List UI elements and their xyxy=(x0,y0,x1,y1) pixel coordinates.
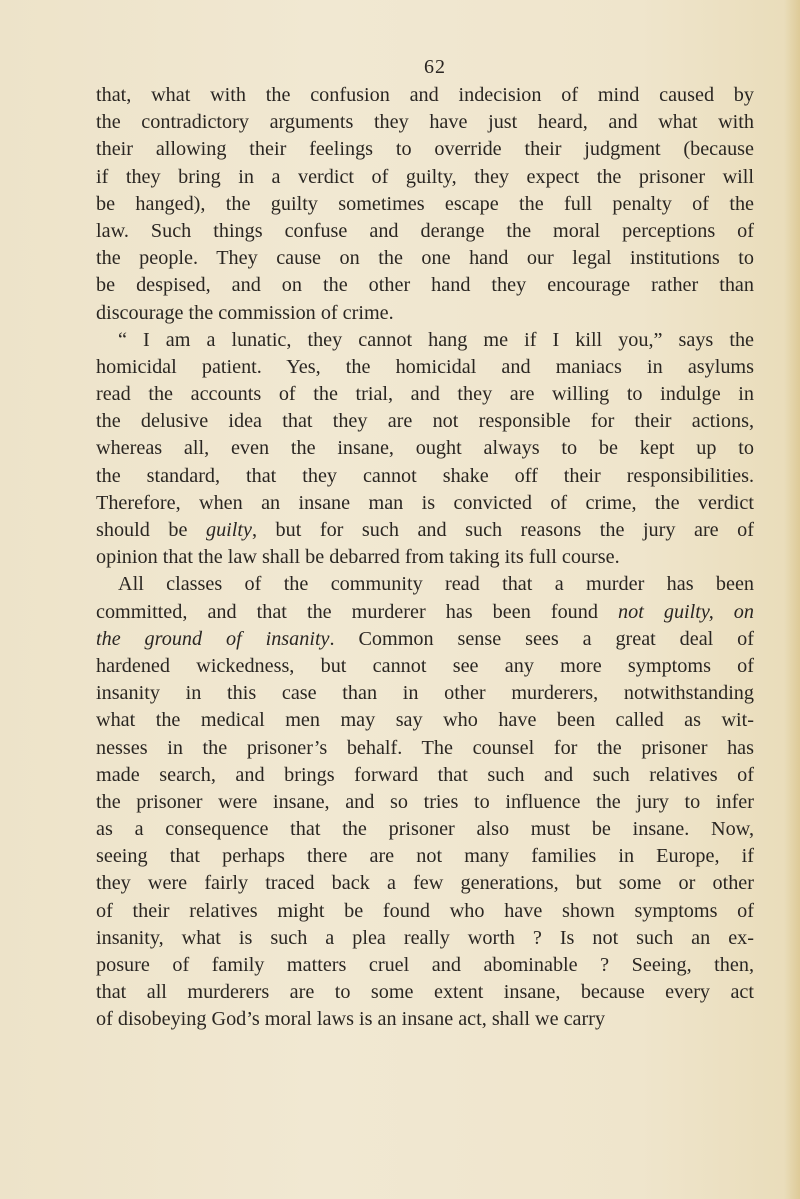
text-line xyxy=(96,925,754,952)
text-segment: of disobeying God’s moral laws is an insane act, shall we carry xyxy=(96,1008,606,1031)
text-segment: seeing that perhaps there are not many families in Europe, if xyxy=(96,845,754,868)
text-line xyxy=(96,272,754,299)
text-segment: made search, and brings forward that such and such relatives of xyxy=(96,763,754,786)
text-line xyxy=(96,952,754,979)
text-line xyxy=(96,327,754,354)
text-segment: the prisoner were insane, and so tries to influence the jury to infer xyxy=(96,790,754,813)
text-line xyxy=(96,599,754,626)
text-line xyxy=(96,381,754,408)
page-number: 62 xyxy=(424,56,446,78)
text-segment: Therefore, when an insane man is convicted of crime, the verdict xyxy=(96,491,754,514)
text-segment: homicidal patient. Yes, the homicidal and maniacs in asylums xyxy=(96,355,754,378)
text-segment: the contradictory arguments they have just heard, and what with xyxy=(96,111,754,134)
text-line xyxy=(96,164,754,191)
text-line xyxy=(96,191,754,218)
text-segment: that all murderers are to some extent insane, because every act xyxy=(96,981,754,1004)
text-segment: what the medical men may say who have been called as wit- xyxy=(96,709,754,732)
text-line xyxy=(96,571,754,598)
text-segment: insanity, what is such a plea really worth ? Is not such an ex- xyxy=(96,926,754,949)
text-segment: they were fairly traced back a few generations, but some or other xyxy=(96,872,754,895)
italic-text: guilty xyxy=(205,519,252,541)
text-segment: committed, and that the murderer has been found xyxy=(96,600,618,623)
text-line xyxy=(96,109,754,136)
text-segment: law. Such things confuse and derange the moral perceptions of xyxy=(96,219,754,242)
text-segment: whereas all, even the insane, ought always to be kept up to xyxy=(96,437,754,460)
text-line xyxy=(96,735,754,762)
text-segment: insanity in this case than in other murderers, notwithstanding xyxy=(96,682,754,705)
text-line xyxy=(96,490,754,517)
text-segment: be despised, and on the other hand they encourage rather than xyxy=(96,274,754,297)
text-line xyxy=(96,898,754,925)
text-segment: hardened wickedness, but cannot see any more symptoms of xyxy=(96,654,754,677)
text-segment: the people. They cause on the one hand our legal institutions to xyxy=(96,247,754,270)
text-line xyxy=(96,544,754,571)
text-segment: opinion that the law shall be debarred from taking its full course. xyxy=(96,546,620,569)
text-line xyxy=(96,653,754,680)
text-segment: nesses in the prisoner’s behalf. The counsel for the prisoner has xyxy=(96,736,754,759)
text-segment: discourage the commission of crime. xyxy=(96,301,394,324)
text-line xyxy=(96,245,754,272)
text-segment: . Common sense sees a great deal of xyxy=(329,627,754,650)
text-segment: posure of family matters cruel and abominable ? Seeing, then, xyxy=(96,954,754,976)
text-line xyxy=(96,789,754,816)
text-line xyxy=(96,463,754,490)
italic-text: the ground of insanity xyxy=(96,627,330,650)
text-line xyxy=(96,1006,754,1033)
text-line xyxy=(96,82,754,109)
text-line xyxy=(96,843,754,870)
text-segment: “ I am a lunatic, they cannot hang me if I kill you,” says the xyxy=(118,328,754,351)
text-line xyxy=(96,816,754,843)
text-segment: of their relatives might be found who have shown symptoms of xyxy=(96,899,754,922)
text-line xyxy=(96,707,754,734)
text-line xyxy=(96,218,754,245)
text-line xyxy=(96,626,754,653)
text-line xyxy=(96,979,754,1006)
text-segment: All classes of the community read that a murder has been xyxy=(118,573,754,596)
text-line xyxy=(96,136,754,163)
text-segment: the delusive idea that they are not responsible for their actions, xyxy=(96,410,754,433)
text-segment: the standard, that they cannot shake off their responsibilities. xyxy=(96,464,754,487)
text-segment: read the accounts of the trial, and they are willing to indulge in xyxy=(96,383,754,406)
text-line xyxy=(96,300,754,327)
text-line xyxy=(96,517,754,544)
text-segment: that, what with the confusion and indecision of mind caused by xyxy=(96,84,754,106)
italic-text: not guilty, on xyxy=(618,600,754,623)
text-segment: , but for such and such reasons the jury are of xyxy=(251,519,754,541)
text-segment: their allowing their feelings to override their judgment (because xyxy=(96,138,754,161)
text-line xyxy=(96,762,754,789)
text-line xyxy=(96,354,754,381)
page-edge xyxy=(784,0,800,1199)
text-segment: should be xyxy=(96,519,206,541)
text-line xyxy=(96,408,754,435)
text-segment: be hanged), the guilty sometimes escape the full penalty of the xyxy=(96,192,754,215)
text-line xyxy=(96,870,754,897)
body-text xyxy=(96,82,754,1034)
text-line xyxy=(96,435,754,462)
text-line xyxy=(96,680,754,707)
text-segment: as a consequence that the prisoner also must be insane. Now, xyxy=(96,818,754,841)
text-segment: if they bring in a verdict of guilty, they expect the prisoner will xyxy=(96,165,754,188)
